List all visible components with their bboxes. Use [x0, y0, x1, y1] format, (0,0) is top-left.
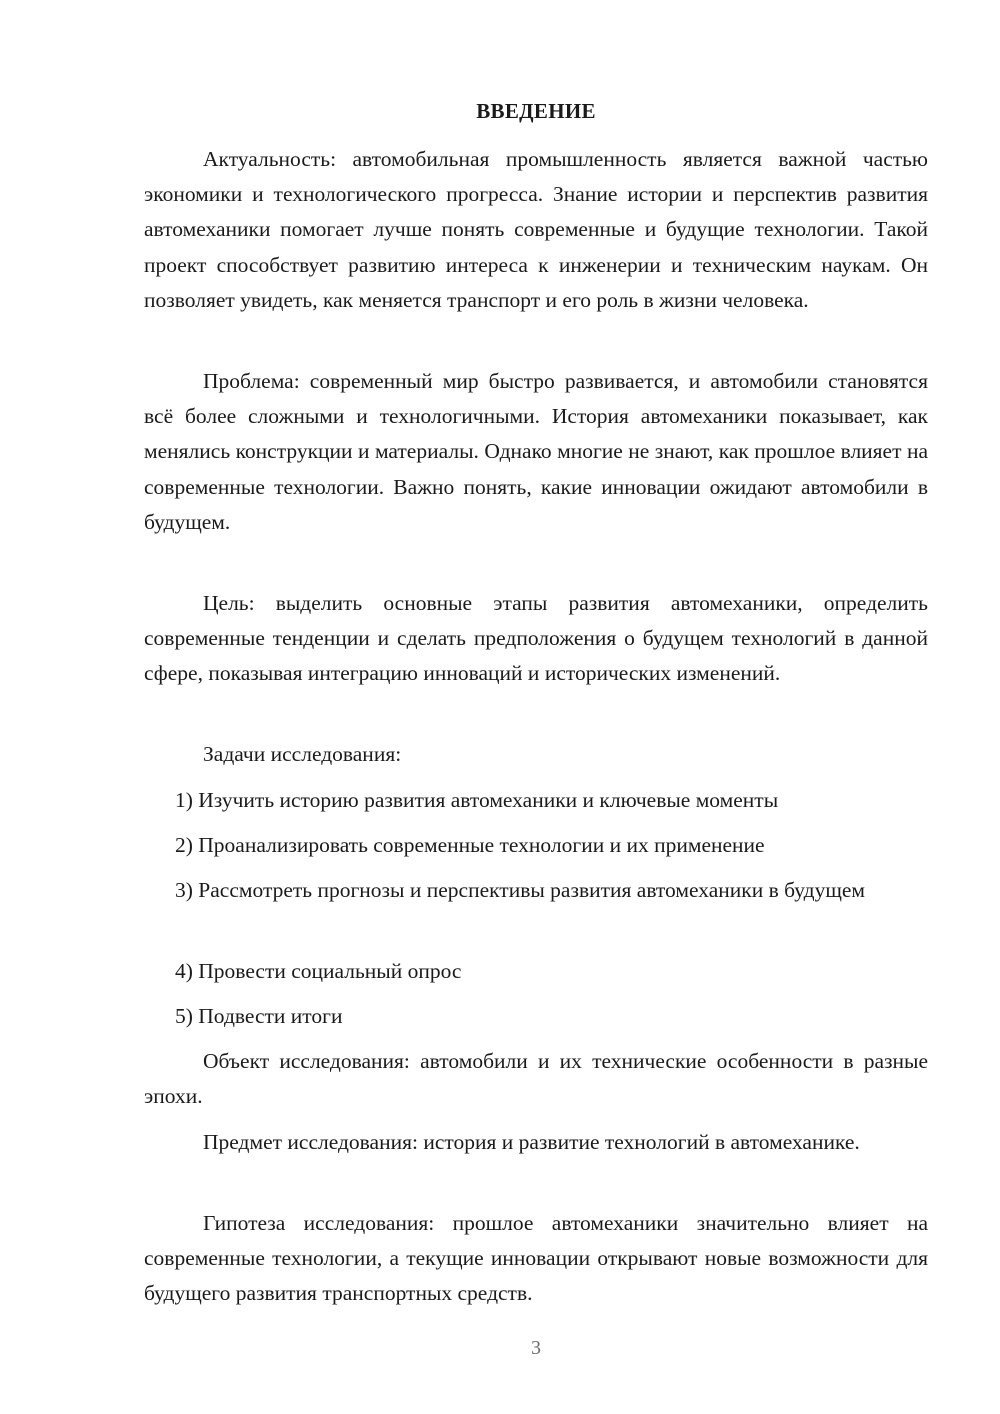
page-number: 3 [531, 1337, 541, 1359]
goal-paragraph: Цель: выделить основные этапы развития автомеханики, определить современные тенденции и сделать предположения о будущем технологий в данной сфере, показывая интеграцию инноваций и исторических изменений. [144, 591, 928, 686]
list-item: 5) Подвести итоги [175, 1004, 343, 1028]
relevance-paragraph: Актуальность: автомобильная промышленность является важной частью экономики и технологического прогресса. Знание истории и перспектив развития автомеханики помогает лучше понять современные и будущие технологии. Такой проект способствует развитию интереса к инженерии и техническим наукам. Он позволяет увидеть, как меняется транспорт и его роль в жизни человека. [144, 147, 928, 312]
hypothesis-paragraph: Гипотеза исследования: прошлое автомеханики значительно влияет на современные технологии, а текущие инновации открывают новые возможности для будущего развития транспортных средств. [144, 1211, 928, 1306]
list-item: 4) Провести социальный опрос [175, 959, 462, 983]
page-title: ВВЕДЕНИЕ [476, 99, 596, 123]
list-item: 2) Проанализировать современные технологии и их применение [175, 833, 765, 857]
problem-paragraph: Проблема: современный мир быстро развивается, и автомобили становятся всё более сложными и технологичными. История автомеханики показывает, как менялись конструкции и материалы. Однако многие не знают, как прошлое влияет на современные технологии. Важно понять, какие инновации ожидают автомобили в будущем. [144, 369, 928, 534]
list-item: 1) Изучить историю развития автомеханики и ключевые моменты [175, 788, 779, 812]
object-paragraph: Объект исследования: автомобили и их технические особенности в разные эпохи. [144, 1049, 928, 1109]
document-page [144, 0, 928, 1414]
subject-paragraph: Предмет исследования: история и развитие технологий в автомеханике. [203, 1130, 860, 1154]
tasks-heading: Задачи исследования: [203, 742, 402, 766]
list-item: 3) Рассмотреть прогнозы и перспективы развития автомеханики в будущем [175, 878, 866, 902]
